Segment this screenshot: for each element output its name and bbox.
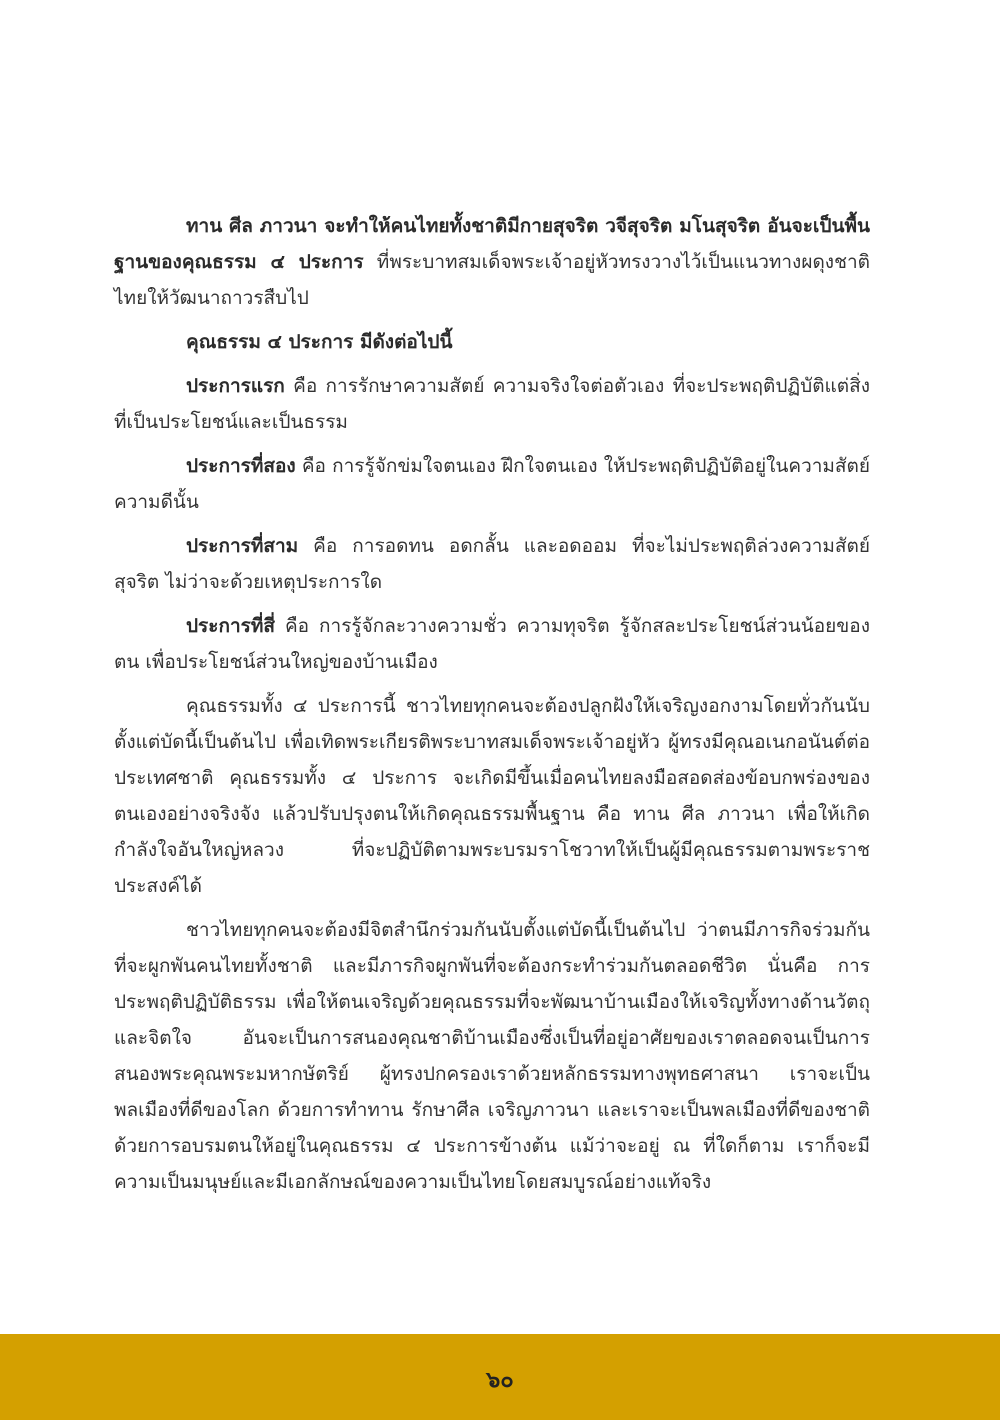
virtue-text: คือ การรักษาความสัตย์ ความจริงใจต่อตัวเอง ที่จะประพฤติปฏิบัติแต่สิ่งที่เป็นประโยชน์และเป็นธรรม [114,375,870,433]
section-heading-text: คุณธรรม ๔ ประการ มีดังต่อไปนี้ [186,331,453,353]
virtue-text: คือ การรู้จักข่มใจตนเอง ฝึกใจตนเอง ให้ประพฤติปฏิบัติอยู่ในความสัตย์ ความดีนั้น [114,455,870,513]
intro-bold-text: ทาน ศีล ภาวนา จะทำให้คนไทยทั้งชาติมีกายสุจริต วจีสุจริต มโนสุจริต อันจะเป็นพื้นฐานของคุณธรรม ๔ ประการ [114,215,870,273]
body-paragraph-2: ชาวไทยทุกคนจะต้องมีจิตสำนึกร่วมกันนับตั้งแต่บัดนี้เป็นต้นไป ว่าตนมีภารกิจร่วมกันที่จะผูกพันคนไทยทั้งชาติ และมีภารกิจผูกพันที่จะต้องกระทำร่วมกันตลอดชีวิต นั่นคือ การประพฤติปฏิบัติธรรม เพื่อให้ตนเจริญด้วยคุณธรรมที่จะพัฒนาบ้านเมืองให้เจริญทั้งทางด้านวัตถุและจิตใจ อันจะเป็นการสนองคุณชาติบ้านเมืองซึ่งเป็นที่อยู่อาศัยของเราตลอดจนเป็นการสนองพระคุณพระมหากษัตริย์ ผู้ทรงปกครองเราด้วยหลักธรรมทางพุทธศาสนา เราจะเป็นพลเมืองที่ดีของโลก ด้วยการทำทาน รักษาศีล เจริญภาวนา และเราจะเป็นพลเมืองที่ดีของชาติ ด้วยการอบรมตนให้อยู่ในคุณธรรม ๔ ประการข้างต้น แม้ว่าจะอยู่ ณ ที่ใดก็ตาม เราก็จะมีความเป็นมนุษย์และมีเอกลักษณ์ของความเป็นไทยโดยสมบูรณ์อย่างแท้จริง [114,919,870,1193]
virtue-text: คือ การอดทน อดกลั้น และอดออม ที่จะไม่ประพฤติล่วงความสัตย์สุจริต ไม่ว่าจะด้วยเหตุประการใด [114,535,870,593]
intro-paragraph [114,208,870,316]
virtue-item-4 [114,608,870,680]
page-number: ๖๐ [486,1368,514,1393]
footer-bar [0,1334,1000,1420]
virtue-item-3 [114,528,870,600]
body-paragraph-1: คุณธรรมทั้ง ๔ ประการนี้ ชาวไทยทุกคนจะต้องปลูกฝังให้เจริญงอกงามโดยทั่วกันนับตั้งแต่บัดนี้เป็นต้นไป เพื่อเทิดพระเกียรติพระบาทสมเด็จพระเจ้าอยู่หัว ผู้ทรงมีคุณอเนกอนันต์ต่อประเทศชาติ คุณธรรมทั้ง ๔ ประการ จะเกิดมีขึ้นเมื่อคนไทยลงมือสอดส่องข้อบกพร่องของตนเองอย่างจริงจัง แล้วปรับปรุงตนให้เกิดคุณธรรมพื้นฐาน คือ ทาน ศีล ภาวนา เพื่อให้เกิดกำลังใจอันใหญ่หลวง ที่จะปฏิบัติตามพระบรมราโชวาทให้เป็นผู้มีคุณธรรมตามพระราชประสงค์ได้ [114,695,870,897]
page-body [114,208,870,1200]
section-heading [114,324,870,360]
virtue-label: ประการแรก [186,375,285,397]
virtue-item-2 [114,448,870,520]
virtue-text: คือ การรู้จักละวางความชั่ว ความทุจริต รู้จักสละประโยชน์ส่วนน้อยของตน เพื่อประโยชน์ส่วนใหญ่ของบ้านเมือง [114,615,870,673]
virtue-label: ประการที่สี่ [186,615,275,637]
virtue-label: ประการที่สอง [186,455,296,477]
virtue-label: ประการที่สาม [186,535,299,557]
intro-text: ที่พระบาทสมเด็จพระเจ้าอยู่หัวทรงวางไว้เป็นแนวทางผดุงชาติไทยให้วัฒนาถาวรสืบไป [114,251,870,309]
virtue-item-1 [114,368,870,440]
